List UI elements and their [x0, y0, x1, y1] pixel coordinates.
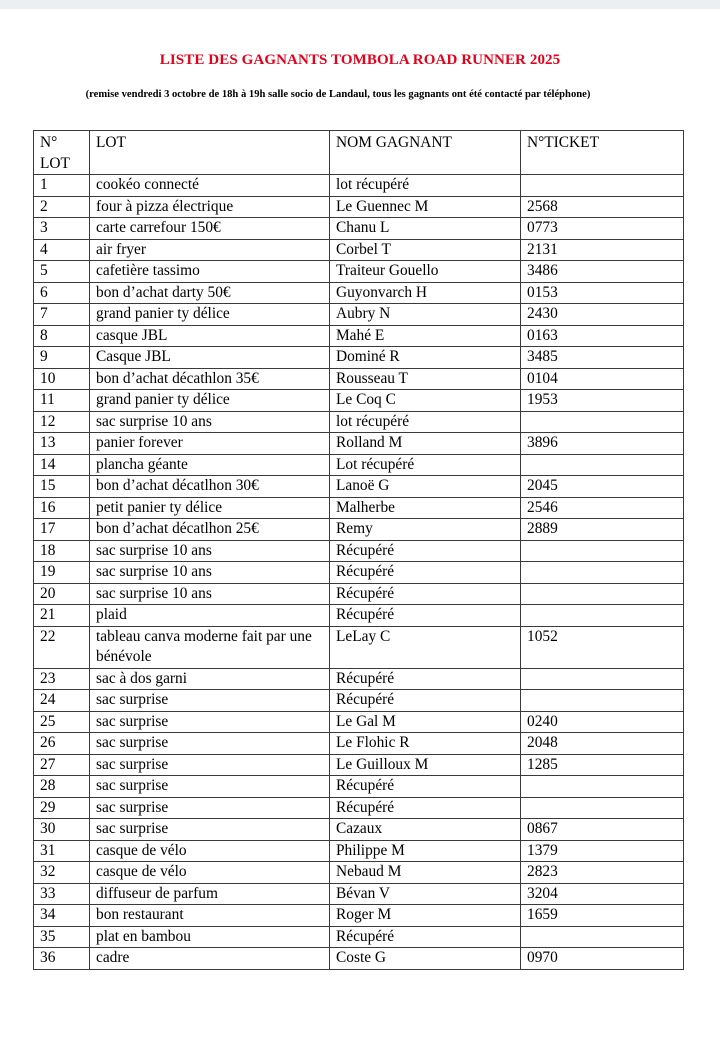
cell-ticket-number [521, 562, 684, 584]
cell-lot-number: 6 [34, 282, 90, 304]
table-row [34, 454, 684, 476]
table-row [34, 433, 684, 455]
cell-winner-name: Le Guennec M [330, 196, 521, 218]
cell-ticket-number [521, 411, 684, 433]
table-row [34, 605, 684, 627]
cell-winner-name: Le Gal M [330, 711, 521, 733]
table-row [34, 261, 684, 283]
cell-lot-number: 2 [34, 196, 90, 218]
table-row [34, 862, 684, 884]
cell-ticket-number: 2823 [521, 862, 684, 884]
cell-lot: casque de vélo [90, 862, 330, 884]
cell-lot: petit panier ty délice [90, 497, 330, 519]
cell-lot-number: 13 [34, 433, 90, 455]
cell-ticket-number: 0867 [521, 819, 684, 841]
cell-ticket-number: 2568 [521, 196, 684, 218]
cell-lot-number: 1 [34, 175, 90, 197]
cell-winner-name: Corbel T [330, 239, 521, 261]
cell-ticket-number: 1052 [521, 626, 684, 668]
cell-winner-name: Lanoë G [330, 476, 521, 498]
cell-lot-number: 19 [34, 562, 90, 584]
cell-lot: bon d’achat darty 50€ [90, 282, 330, 304]
cell-ticket-number [521, 776, 684, 798]
cell-lot: bon d’achat décathlon 35€ [90, 368, 330, 390]
cell-lot-number: 35 [34, 926, 90, 948]
cell-lot-number: 23 [34, 668, 90, 690]
table-row [34, 948, 684, 970]
cell-ticket-number [521, 454, 684, 476]
cell-ticket-number [521, 690, 684, 712]
cell-lot: grand panier ty délice [90, 304, 330, 326]
cell-ticket-number: 0104 [521, 368, 684, 390]
table-row [34, 819, 684, 841]
table-row [34, 476, 684, 498]
cell-lot-number: 33 [34, 883, 90, 905]
cell-lot: tableau canva moderne fait par une bénévole [90, 626, 330, 668]
cell-lot: sac surprise [90, 776, 330, 798]
table-row [34, 239, 684, 261]
table-body [34, 175, 684, 970]
cell-lot: sac surprise [90, 733, 330, 755]
table-row [34, 754, 684, 776]
cell-lot-number: 18 [34, 540, 90, 562]
cell-ticket-number: 2546 [521, 497, 684, 519]
table-row [34, 733, 684, 755]
cell-winner-name: Récupéré [330, 562, 521, 584]
cell-winner-name: LeLay C [330, 626, 521, 668]
cell-ticket-number: 2131 [521, 239, 684, 261]
cell-ticket-number: 1953 [521, 390, 684, 412]
cell-lot: cafetière tassimo [90, 261, 330, 283]
cell-lot: sac surprise [90, 754, 330, 776]
cell-ticket-number: 0970 [521, 948, 684, 970]
page-subtitle: (remise vendredi 3 octobre de 18h à 19h salle socio de Landaul, tous les gagnants ont été contacté par téléphone) [85, 89, 591, 100]
table-row [34, 562, 684, 584]
table-row [34, 347, 684, 369]
cell-ticket-number: 1379 [521, 840, 684, 862]
cell-ticket-number: 0240 [521, 711, 684, 733]
cell-lot-number: 14 [34, 454, 90, 476]
cell-winner-name: Récupéré [330, 605, 521, 627]
cell-winner-name: Nebaud M [330, 862, 521, 884]
header-winner-name: NOM GAGNANT [330, 131, 521, 175]
cell-lot: plat en bambou [90, 926, 330, 948]
cell-lot-number: 30 [34, 819, 90, 841]
cell-lot: sac surprise [90, 819, 330, 841]
cell-lot-number: 28 [34, 776, 90, 798]
cell-lot-number: 9 [34, 347, 90, 369]
cell-lot: panier forever [90, 433, 330, 455]
cell-ticket-number: 2048 [521, 733, 684, 755]
cell-ticket-number: 0153 [521, 282, 684, 304]
cell-ticket-number: 0773 [521, 218, 684, 240]
cell-ticket-number: 0163 [521, 325, 684, 347]
cell-winner-name: Récupéré [330, 690, 521, 712]
table-row [34, 540, 684, 562]
cell-winner-name: Dominé R [330, 347, 521, 369]
cell-ticket-number: 3204 [521, 883, 684, 905]
table-row [34, 390, 684, 412]
cell-lot: sac surprise 10 ans [90, 562, 330, 584]
cell-winner-name: Aubry N [330, 304, 521, 326]
table-row [34, 497, 684, 519]
cell-winner-name: Lot récupéré [330, 454, 521, 476]
cell-winner-name: Philippe M [330, 840, 521, 862]
cell-lot-number: 3 [34, 218, 90, 240]
cell-winner-name: Récupéré [330, 776, 521, 798]
table-row [34, 175, 684, 197]
cell-lot: casque de vélo [90, 840, 330, 862]
table-row [34, 282, 684, 304]
table-row [34, 583, 684, 605]
cell-lot: diffuseur de parfum [90, 883, 330, 905]
cell-lot: sac surprise [90, 711, 330, 733]
cell-lot: sac surprise 10 ans [90, 583, 330, 605]
cell-lot: air fryer [90, 239, 330, 261]
cell-lot: sac surprise [90, 690, 330, 712]
header-lot-number: N° LOT [34, 131, 90, 175]
cell-lot: sac surprise [90, 797, 330, 819]
cell-lot-number: 12 [34, 411, 90, 433]
cell-ticket-number [521, 175, 684, 197]
cell-winner-name: Rolland M [330, 433, 521, 455]
table-row [34, 519, 684, 541]
table-row [34, 196, 684, 218]
cell-ticket-number: 1285 [521, 754, 684, 776]
top-bar [0, 0, 720, 9]
table-row [34, 690, 684, 712]
cell-lot-number: 36 [34, 948, 90, 970]
cell-winner-name: lot récupéré [330, 411, 521, 433]
cell-lot-number: 25 [34, 711, 90, 733]
table-row [34, 626, 684, 668]
table-header-row [34, 131, 684, 175]
table-row [34, 797, 684, 819]
cell-lot-number: 20 [34, 583, 90, 605]
table-row [34, 840, 684, 862]
cell-winner-name: Traiteur Gouello [330, 261, 521, 283]
cell-lot-number: 16 [34, 497, 90, 519]
cell-ticket-number: 2045 [521, 476, 684, 498]
cell-lot-number: 5 [34, 261, 90, 283]
cell-winner-name: Récupéré [330, 540, 521, 562]
cell-ticket-number: 3896 [521, 433, 684, 455]
table-row [34, 883, 684, 905]
cell-lot: plaid [90, 605, 330, 627]
cell-lot: casque JBL [90, 325, 330, 347]
winners-table [33, 130, 684, 970]
page-title: LISTE DES GAGNANTS TOMBOLA ROAD RUNNER 2025 [159, 52, 561, 68]
cell-winner-name: Récupéré [330, 797, 521, 819]
cell-lot: carte carrefour 150€ [90, 218, 330, 240]
cell-winner-name: Remy [330, 519, 521, 541]
cell-winner-name: Roger M [330, 905, 521, 927]
table-row [34, 711, 684, 733]
cell-winner-name: Le Coq C [330, 390, 521, 412]
cell-ticket-number [521, 605, 684, 627]
cell-ticket-number [521, 540, 684, 562]
cell-lot-number: 7 [34, 304, 90, 326]
table-row [34, 668, 684, 690]
cell-lot: bon d’achat décatlhon 25€ [90, 519, 330, 541]
cell-lot-number: 26 [34, 733, 90, 755]
table-row [34, 325, 684, 347]
table-row [34, 304, 684, 326]
header-ticket-number: N°TICKET [521, 131, 684, 175]
cell-winner-name: Chanu L [330, 218, 521, 240]
cell-lot: grand panier ty délice [90, 390, 330, 412]
cell-lot-number: 29 [34, 797, 90, 819]
table-row [34, 218, 684, 240]
cell-ticket-number: 3485 [521, 347, 684, 369]
cell-ticket-number [521, 797, 684, 819]
table-row [34, 776, 684, 798]
cell-lot-number: 34 [34, 905, 90, 927]
cell-lot-number: 8 [34, 325, 90, 347]
cell-lot-number: 4 [34, 239, 90, 261]
table-row [34, 926, 684, 948]
cell-winner-name: Mahé E [330, 325, 521, 347]
cell-lot: sac surprise 10 ans [90, 411, 330, 433]
cell-lot-number: 21 [34, 605, 90, 627]
cell-winner-name: Le Guilloux M [330, 754, 521, 776]
cell-lot: sac à dos garni [90, 668, 330, 690]
cell-lot-number: 11 [34, 390, 90, 412]
cell-winner-name: Récupéré [330, 926, 521, 948]
cell-winner-name: Récupéré [330, 668, 521, 690]
cell-ticket-number: 2430 [521, 304, 684, 326]
cell-lot-number: 22 [34, 626, 90, 668]
cell-lot-number: 10 [34, 368, 90, 390]
cell-lot: Casque JBL [90, 347, 330, 369]
cell-ticket-number: 2889 [521, 519, 684, 541]
cell-lot-number: 32 [34, 862, 90, 884]
cell-winner-name: Le Flohic R [330, 733, 521, 755]
cell-winner-name: Rousseau T [330, 368, 521, 390]
cell-lot-number: 15 [34, 476, 90, 498]
cell-ticket-number: 3486 [521, 261, 684, 283]
cell-lot: cadre [90, 948, 330, 970]
cell-winner-name: Bévan V [330, 883, 521, 905]
cell-winner-name: Cazaux [330, 819, 521, 841]
cell-lot-number: 31 [34, 840, 90, 862]
cell-lot-number: 24 [34, 690, 90, 712]
cell-winner-name: Coste G [330, 948, 521, 970]
cell-winner-name: Guyonvarch H [330, 282, 521, 304]
cell-ticket-number [521, 668, 684, 690]
cell-winner-name: lot récupéré [330, 175, 521, 197]
cell-lot: bon restaurant [90, 905, 330, 927]
cell-ticket-number [521, 583, 684, 605]
table-row [34, 905, 684, 927]
cell-ticket-number: 1659 [521, 905, 684, 927]
cell-lot-number: 17 [34, 519, 90, 541]
cell-lot: bon d’achat décatlhon 30€ [90, 476, 330, 498]
cell-lot: cookéo connecté [90, 175, 330, 197]
cell-winner-name: Récupéré [330, 583, 521, 605]
cell-lot: four à pizza électrique [90, 196, 330, 218]
cell-lot: sac surprise 10 ans [90, 540, 330, 562]
cell-lot-number: 27 [34, 754, 90, 776]
cell-ticket-number [521, 926, 684, 948]
cell-winner-name: Malherbe [330, 497, 521, 519]
cell-lot: plancha géante [90, 454, 330, 476]
table-row [34, 368, 684, 390]
table-row [34, 411, 684, 433]
header-lot: LOT [90, 131, 330, 175]
